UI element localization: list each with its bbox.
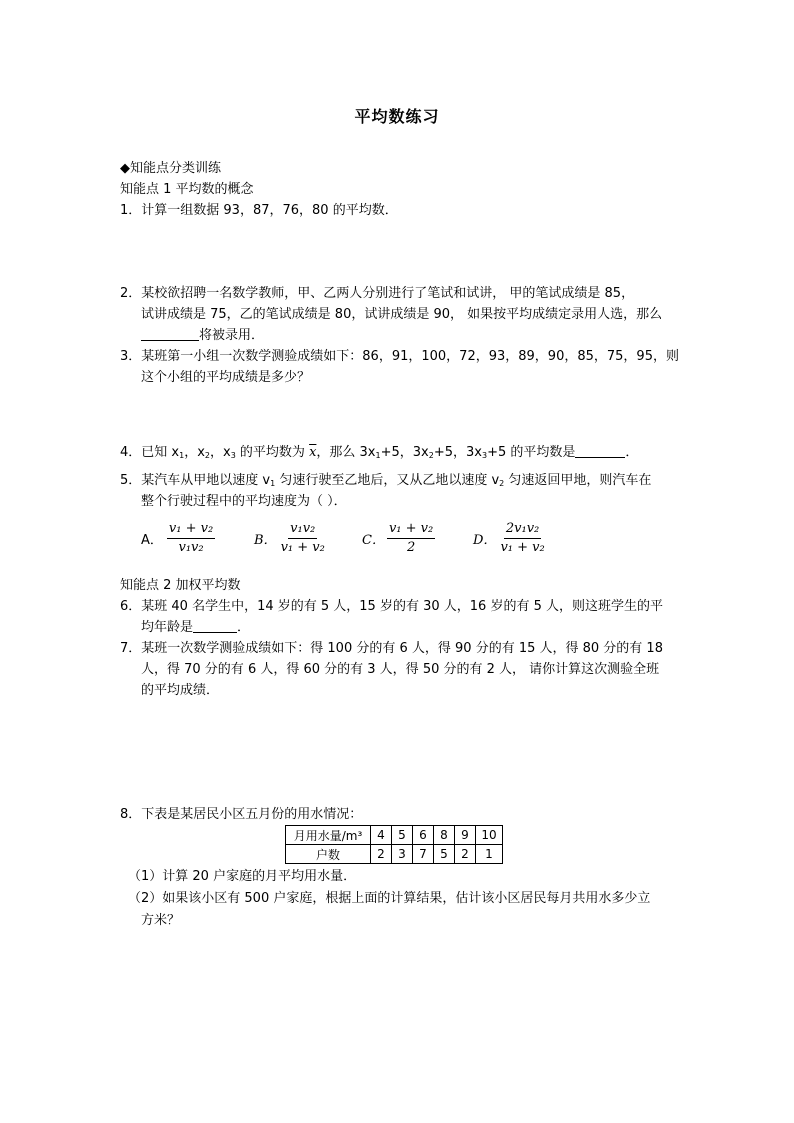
table-cell: 1 [476,845,503,864]
option-d-fraction: $\frac{\text{2v₁v₂}}{\text{v₁ + v₂}}$ [500,521,545,555]
option-c: C． $\frac{\text{v₁ + v₂}}{2}$ [362,521,434,555]
question-1: 1．计算一组数据 93，87，76，80 的平均数． [120,203,398,218]
question-7-line-2: 人，得 70 分的有 6 人，得 60 分的有 3 人，得 50 分的有 2 人， 请你计算这次测验全班 [141,662,660,677]
question-2-line-1: 2．某校欲招聘一名数学教师，甲、乙两人分别进行了笔试和试讲， 甲的笔试成绩是 85， [120,286,635,301]
question-8: 8．下表是某居民小区五月份的用水情况： [120,807,363,822]
answer-blank [141,328,199,341]
question-3-line-1: 3．某班第一小组一次数学测验成绩如下：86，91，100，72，93，89，90，85，75，95，则 [120,349,679,364]
answer-blank [575,445,625,458]
table-cell: 9 [455,826,476,845]
table-cell: 8 [434,826,455,845]
option-a-fraction: $\frac{\text{v₁ + v₂}}{\text{v₁v₂}}$ [168,521,214,555]
question-7-line-1: 7．某班一次数学测验成绩如下：得 100 分的有 6 人，得 90 分的有 15 人，得 80 分的有 18 [120,641,663,656]
question-2-line-2: 试讲成绩是 75，乙的笔试成绩是 80，试讲成绩是 90， 如果按平均成绩定录用人选，那么 [141,307,663,322]
table-cell: 6 [413,826,434,845]
option-b: B． $\frac{\text{v₁v₂}}{\text{v₁ + v₂}}$ [254,521,325,555]
table-cell: 10 [476,826,503,845]
table-header-cell: 月用水量/m³ [286,826,371,845]
option-c-fraction: $\frac{\text{v₁ + v₂}}{2}$ [388,521,434,555]
question-3-line-2: 这个小组的平均成绩是多少？ [141,370,311,385]
table-cell: 2 [371,845,392,864]
question-6-line-2: 均年龄是 ． [141,620,251,635]
question-8-part-2-line-1: （2）如果该小区有 500 户家庭，根据上面的计算结果，估计该小区居民每月共用水多少立 [128,891,651,906]
knowledge-point-1-heading: 知能点 1 平均数的概念 [120,182,254,197]
knowledge-point-2-heading: 知能点 2 加权平均数 [120,578,241,593]
question-5-line-1: 5．某汽车从甲地以速度 $v_1$ 匀速行驶至乙地后，又从乙地以速度 $v_2$ 匀速返回甲地，则汽车在 [120,473,652,488]
question-4: 4．已知 $x_1$，$x_2$，$x_3$ 的平均数为 $\overline{x}$，那么 $3x_1+5$，$3x_2+5$，$3x_3+5$ 的平均数是 ． [120,445,639,460]
question-6-line-1: 6．某班 40 名学生中，14 岁的有 5 人，15 岁的有 30 人，16 岁的有 5 人，则这班学生的平 [120,599,663,614]
question-8-part-1: （1）计算 20 户家庭的月平均用水量． [128,869,357,884]
question-7-line-3: 的平均成绩． [141,683,220,698]
section-header: ◆知能点分类训练 [120,161,221,176]
page-title: 平均数练习 [354,107,440,126]
option-d: D． $\frac{\text{2v₁v₂}}{\text{v₁ + v₂}}$ [473,521,545,555]
table-row [286,826,503,845]
table-cell: 2 [455,845,476,864]
table-row [286,845,503,864]
option-a: A． $\frac{\text{v₁ + v₂}}{\text{v₁v₂}}$ [141,521,214,555]
question-2-line-3-text: 将被录用． [199,328,265,343]
table-cell: 5 [392,826,413,845]
table-cell: 5 [434,845,455,864]
answer-blank [193,620,237,633]
x-bar-symbol: $\overline{x}$ [309,445,317,460]
question-8-part-2-line-2: 方米？ [141,913,181,928]
question-2-line-3 [141,328,264,344]
table-header-cell: 户数 [286,845,371,864]
question-5-line-2: 整个行驶过程中的平均速度为（ ）． [141,494,347,509]
water-usage-table [285,825,503,864]
table-cell: 4 [371,826,392,845]
option-b-fraction: $\frac{\text{v₁v₂}}{\text{v₁ + v₂}}$ [280,521,325,555]
table-cell: 7 [413,845,434,864]
table-cell: 3 [392,845,413,864]
